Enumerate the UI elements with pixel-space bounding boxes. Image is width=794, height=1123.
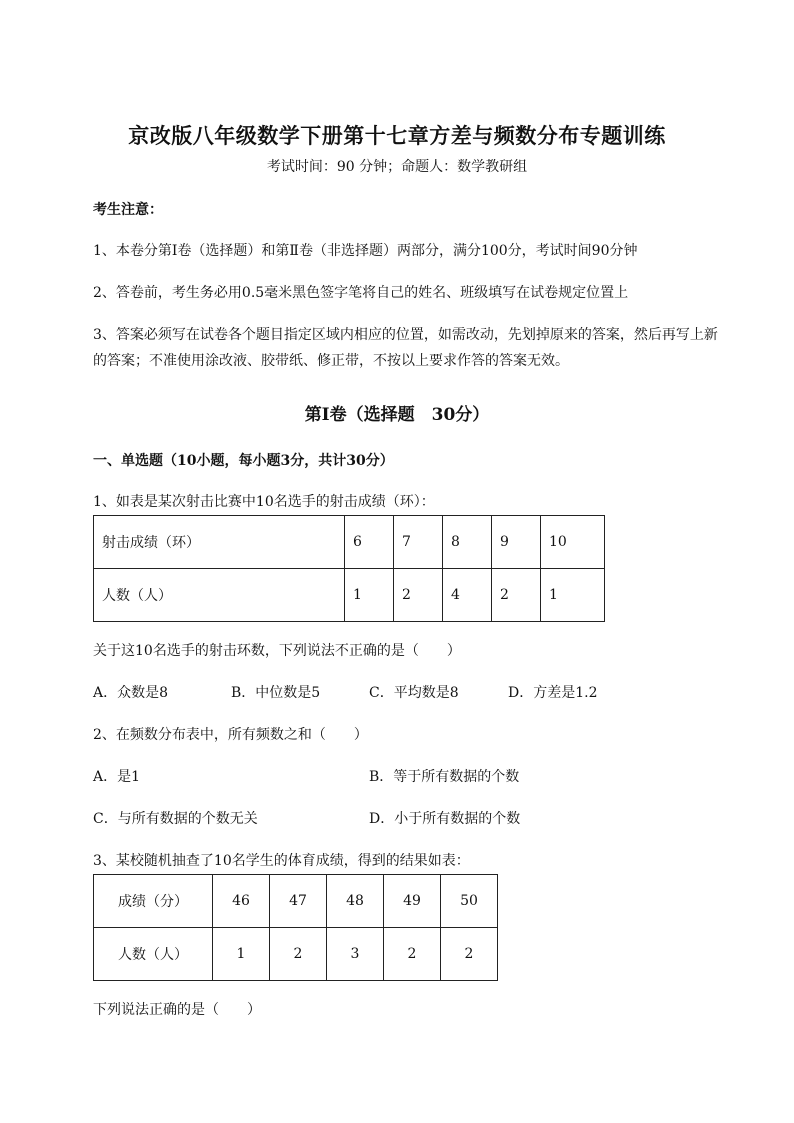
q2-option-d: D．小于所有数据的个数 <box>369 811 521 827</box>
q1-question: 关于这10名选手的射击环数，下列说法不正确的是（ ） <box>93 643 461 659</box>
table-cell: 2 <box>384 928 441 981</box>
q1-score-table <box>93 515 605 622</box>
q1-option-d: D．方差是1.2 <box>508 685 598 701</box>
q1-option-c: C．平均数是8 <box>369 685 459 701</box>
table-row <box>94 569 605 622</box>
q2-option-b: B．等于所有数据的个数 <box>369 769 520 785</box>
document-title: 京改版八年级数学下册第十七章方差与频数分布专题训练 <box>128 123 666 148</box>
table-cell: 47 <box>270 875 327 928</box>
table-cell: 2 <box>270 928 327 981</box>
table-cell: 6 <box>345 516 394 569</box>
exam-info: 考试时间：90 分钟；命题人：数学教研组 <box>266 159 528 175</box>
table-cell: 4 <box>443 569 492 622</box>
table-cell: 人数（人） <box>94 928 213 981</box>
table-cell: 1 <box>345 569 394 622</box>
table-cell: 49 <box>384 875 441 928</box>
q1-option-a: A．众数是8 <box>93 685 169 701</box>
q3-score-table <box>93 874 498 981</box>
table-row <box>94 516 605 569</box>
table-cell: 成绩（分） <box>94 875 213 928</box>
table-cell: 46 <box>213 875 270 928</box>
notice-item-3: 3、答案必须写在试卷各个题目指定区域内相应的位置，如需改动，先划掉原来的答案，然后再写上新 <box>93 327 718 343</box>
table-cell: 48 <box>327 875 384 928</box>
table-cell: 2 <box>441 928 498 981</box>
q2-stem: 2、在频数分布表中，所有频数之和（ ） <box>93 727 368 743</box>
table-cell: 2 <box>394 569 443 622</box>
notice-heading: 考生注意： <box>93 202 163 218</box>
table-cell: 射击成绩（环） <box>94 516 345 569</box>
q2-option-a: A．是1 <box>93 769 141 785</box>
table-cell: 50 <box>441 875 498 928</box>
table-cell: 3 <box>327 928 384 981</box>
table-cell: 10 <box>541 516 605 569</box>
table-cell: 人数（人） <box>94 569 345 622</box>
notice-item-1: 1、本卷分第Ⅰ卷（选择题）和第Ⅱ卷（非选择题）两部分，满分100分，考试时间90分钟 <box>93 243 638 259</box>
notice-item-3-continued: 的答案；不准使用涂改液、胶带纸、修正带，不按以上要求作答的答案无效。 <box>93 353 569 369</box>
q2-option-c: C．与所有数据的个数无关 <box>93 811 258 827</box>
q1-option-b: B．中位数是5 <box>231 685 321 701</box>
table-row <box>94 875 498 928</box>
q1-stem: 1、如表是某次射击比赛中10名选手的射击成绩（环）： <box>93 494 435 510</box>
table-row <box>94 928 498 981</box>
table-cell: 1 <box>541 569 605 622</box>
part-heading: 一、单选题（10小题，每小题3分，共计30分） <box>93 453 394 469</box>
table-cell: 8 <box>443 516 492 569</box>
notice-item-2: 2、答卷前，考生务必用0.5毫米黑色签字笔将自己的姓名、班级填写在试卷规定位置上 <box>93 285 629 301</box>
table-cell: 1 <box>213 928 270 981</box>
section-title: 第Ⅰ卷（选择题 30分） <box>304 405 490 425</box>
table-cell: 2 <box>492 569 541 622</box>
table-cell: 9 <box>492 516 541 569</box>
q3-question: 下列说法正确的是（ ） <box>93 1002 261 1018</box>
table-cell: 7 <box>394 516 443 569</box>
q3-stem: 3、某校随机抽查了10名学生的体育成绩，得到的结果如表： <box>93 853 470 869</box>
